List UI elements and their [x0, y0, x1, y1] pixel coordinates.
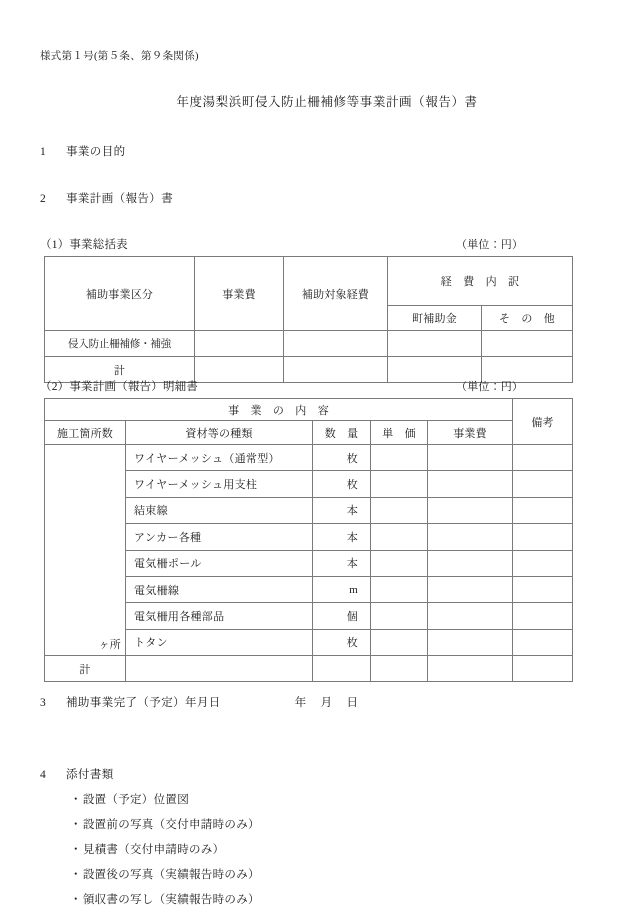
detail-total-material[interactable]	[126, 656, 313, 682]
summary-header-town-subsidy: 町補助金	[388, 306, 482, 331]
detail-cell-quantity[interactable]: m	[313, 576, 371, 602]
detail-cell-project-cost[interactable]	[428, 445, 513, 471]
detail-cell-remarks[interactable]	[513, 445, 573, 471]
detail-unit-note: （単位：円）	[456, 381, 524, 393]
attachment-label: 見積書（交付申請時のみ）	[82, 844, 225, 856]
detail-cell-unit-price[interactable]	[371, 524, 428, 550]
section-2-label: 事業計画（報告）書	[66, 193, 174, 205]
form-code: 様式第１号(第５条、第９条関係)	[40, 51, 199, 62]
detail-header-quantity: 数 量	[313, 421, 371, 445]
list-item	[70, 863, 260, 888]
summary-cell-project-cost[interactable]	[195, 331, 284, 357]
detail-header-remarks: 備考	[513, 399, 573, 445]
detail-header-project-cost: 事業費	[428, 421, 513, 445]
detail-cell-unit-price[interactable]	[371, 471, 428, 497]
attachment-label: 設置後の写真（実績報告時のみ）	[82, 869, 260, 881]
bullet-icon: ・	[70, 844, 82, 856]
detail-cell-project-cost[interactable]	[428, 524, 513, 550]
detail-cell-quantity[interactable]: 枚	[313, 445, 371, 471]
detail-cell-material: 電気柵ポール	[126, 550, 313, 576]
detail-cell-remarks[interactable]	[513, 576, 573, 602]
summary-table	[44, 256, 573, 383]
detail-cell-remarks[interactable]	[513, 629, 573, 655]
detail-cell-project-cost[interactable]	[428, 550, 513, 576]
detail-cell-material: ワイヤーメッシュ（通常型）	[126, 445, 313, 471]
summary-cell-other[interactable]	[482, 331, 573, 357]
detail-header-material-type: 資材等の種類	[126, 421, 313, 445]
detail-header-unit-price: 単 価	[371, 421, 428, 445]
attachment-list	[70, 788, 260, 913]
detail-cell-unit-price[interactable]	[371, 576, 428, 602]
table-row	[45, 445, 573, 471]
summary-header-row-top	[45, 257, 573, 306]
detail-cell-project-cost[interactable]	[428, 471, 513, 497]
bullet-icon: ・	[70, 869, 82, 881]
date-year-label: 年	[294, 697, 307, 709]
summary-table-heading: （1）事業総括表	[40, 239, 128, 251]
detail-cell-remarks[interactable]	[513, 603, 573, 629]
detail-cell-remarks[interactable]	[513, 524, 573, 550]
attachment-label: 領収書の写し（実績報告時のみ）	[82, 894, 260, 906]
attachment-label: 設置（予定）位置図	[82, 794, 190, 806]
detail-header-content-span: 事 業 の 内 容	[45, 399, 513, 421]
detail-cell-material: 結束線	[126, 497, 313, 523]
detail-cell-material: アンカー各種	[126, 524, 313, 550]
section-2-plan	[40, 190, 173, 206]
detail-cell-unit-price[interactable]	[371, 550, 428, 576]
section-1-label: 事業の目的	[66, 146, 126, 158]
document-title: 年度湯梨浜町侵入防止柵補修等事業計画（報告）書	[176, 95, 478, 109]
section-4-number: 4	[40, 769, 47, 781]
summary-cell-category: 侵入防止柵補修・補強	[45, 331, 195, 357]
detail-cell-quantity[interactable]: 本	[313, 497, 371, 523]
detail-cell-material: 電気柵線	[126, 576, 313, 602]
detail-table-heading: （2）事業計画（報告）明細書	[40, 381, 199, 393]
detail-header-row-top	[45, 399, 573, 421]
section-1-purpose	[40, 143, 126, 159]
detail-total-project-cost[interactable]	[428, 656, 513, 682]
detail-cell-remarks[interactable]	[513, 550, 573, 576]
section-1-number: 1	[40, 146, 47, 158]
summary-unit-note: （単位：円）	[456, 239, 524, 251]
detail-cell-quantity[interactable]: 枚	[313, 629, 371, 655]
detail-header-row-sub	[45, 421, 573, 445]
bullet-icon: ・	[70, 819, 82, 831]
list-item	[70, 813, 260, 838]
detail-total-label: 計	[45, 656, 126, 682]
detail-cell-material: 電気柵用各種部品	[126, 603, 313, 629]
summary-cell-eligible-cost[interactable]	[284, 331, 388, 357]
detail-cell-project-cost[interactable]	[428, 497, 513, 523]
detail-cell-material: トタン	[126, 629, 313, 655]
list-item	[70, 788, 260, 813]
detail-cell-remarks[interactable]	[513, 471, 573, 497]
table-row	[45, 331, 573, 357]
detail-cell-remarks[interactable]	[513, 497, 573, 523]
detail-cell-unit-price[interactable]	[371, 445, 428, 471]
detail-cell-quantity[interactable]: 本	[313, 524, 371, 550]
summary-cell-total-project-cost[interactable]	[195, 357, 284, 383]
summary-header-category: 補助事業区分	[45, 257, 195, 331]
summary-header-breakdown: 経 費 内 訳	[388, 257, 573, 306]
detail-cell-unit-price[interactable]	[371, 497, 428, 523]
bullet-icon: ・	[70, 794, 82, 806]
list-item	[70, 888, 260, 913]
bullet-icon: ・	[70, 894, 82, 906]
section-4-label: 添付書類	[66, 769, 114, 781]
summary-cell-total-eligible-cost[interactable]	[284, 357, 388, 383]
detail-cell-places[interactable]: ヶ所	[45, 445, 126, 656]
detail-total-row	[45, 656, 573, 682]
section-3-label: 補助事業完了（予定）年月日	[66, 697, 221, 709]
detail-cell-project-cost[interactable]	[428, 576, 513, 602]
list-item	[70, 838, 260, 863]
date-month-label: 月	[320, 697, 333, 709]
section-3-completion-date	[40, 694, 358, 710]
detail-cell-project-cost[interactable]	[428, 603, 513, 629]
summary-cell-total-label: 計	[45, 357, 195, 383]
detail-cell-unit-price[interactable]	[371, 603, 428, 629]
detail-table	[44, 398, 573, 682]
detail-cell-quantity[interactable]: 個	[313, 603, 371, 629]
date-day-label: 日	[346, 697, 359, 709]
detail-header-places: 施工箇所数	[45, 421, 126, 445]
section-2-number: 2	[40, 193, 47, 205]
summary-header-eligible-cost: 補助対象経費	[284, 257, 388, 331]
summary-header-other: そ の 他	[482, 306, 573, 331]
attachment-label: 設置前の写真（交付申請時のみ）	[82, 819, 260, 831]
detail-total-quantity[interactable]	[313, 656, 371, 682]
detail-cell-material: ワイヤーメッシュ用支柱	[126, 471, 313, 497]
detail-total-remarks[interactable]	[513, 656, 573, 682]
detail-cell-unit-price[interactable]	[371, 629, 428, 655]
detail-cell-quantity[interactable]: 枚	[313, 471, 371, 497]
completion-date-line[interactable]	[295, 694, 359, 710]
detail-total-unit-price[interactable]	[371, 656, 428, 682]
summary-cell-town-subsidy[interactable]	[388, 331, 482, 357]
summary-header-project-cost: 事業費	[195, 257, 284, 331]
section-4-attachments	[40, 766, 114, 782]
section-3-number: 3	[40, 697, 47, 709]
detail-cell-project-cost[interactable]	[428, 629, 513, 655]
detail-cell-quantity[interactable]: 本	[313, 550, 371, 576]
